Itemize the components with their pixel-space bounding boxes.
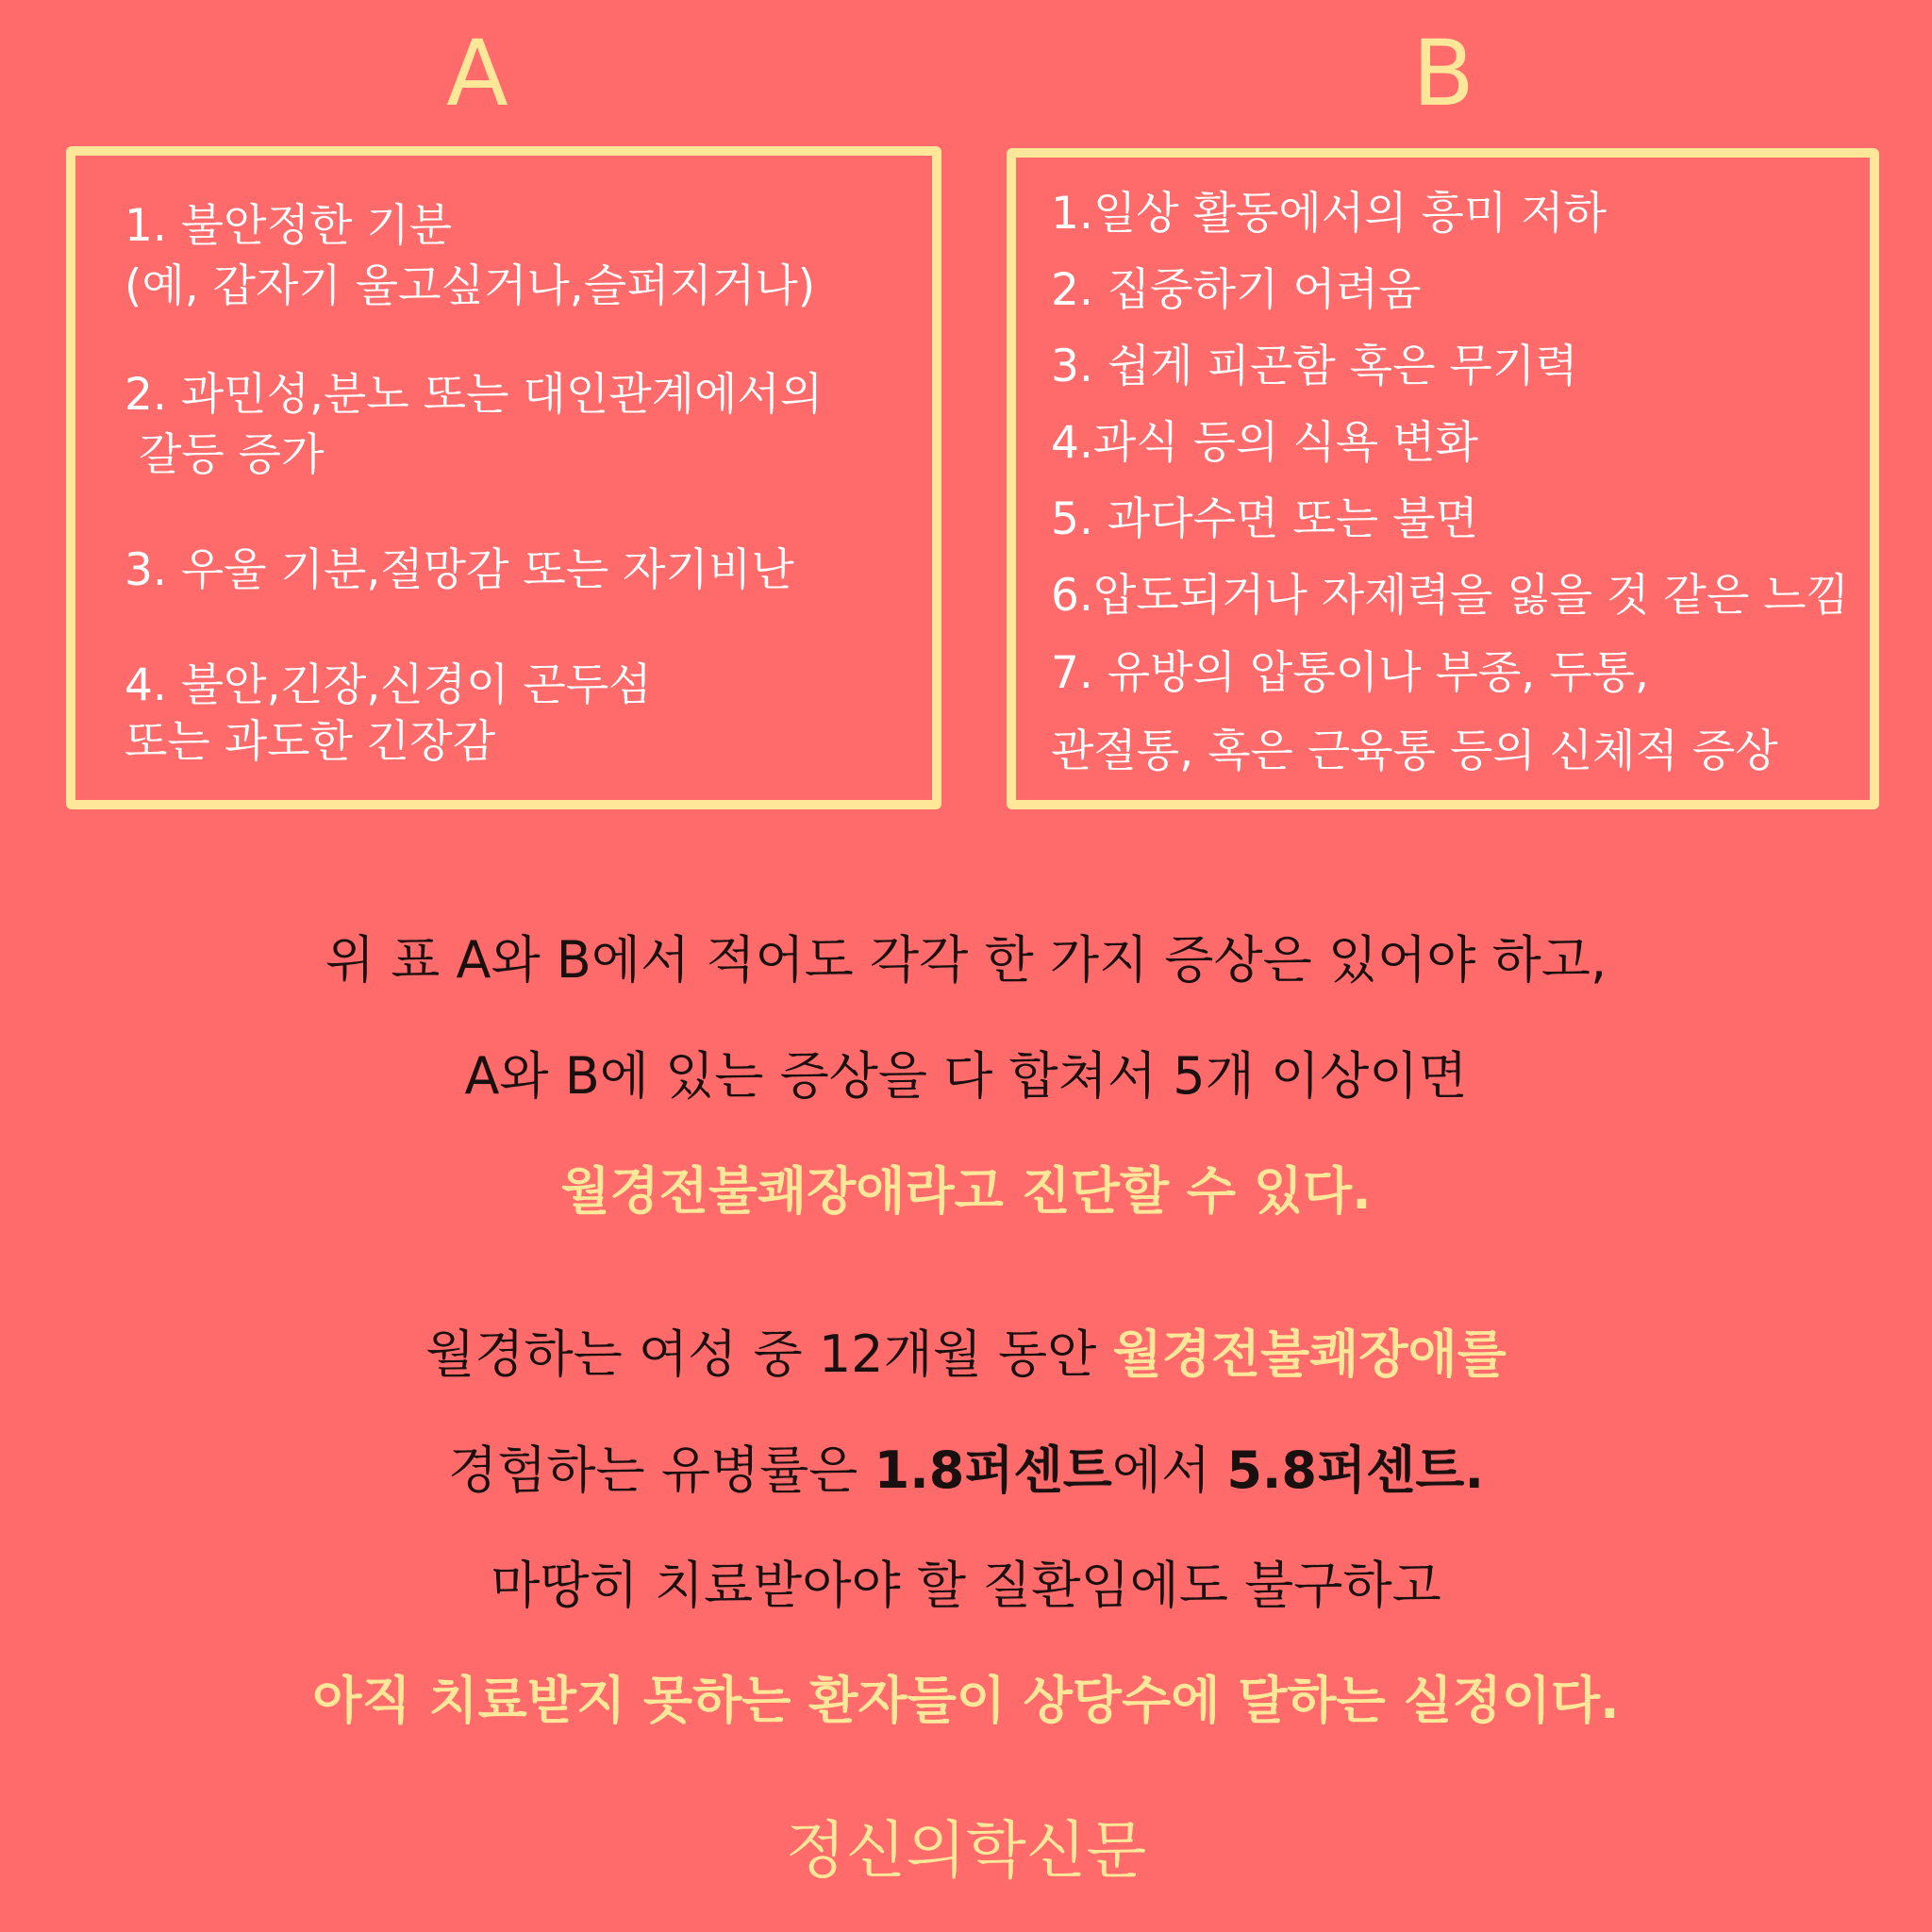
box-a-item-1-line-1: 1. 불안정한 기분 [125, 200, 453, 252]
box-a-title: A [446, 21, 508, 126]
body-text-line-5-middle: 에서 [1111, 1441, 1227, 1500]
footer-brand-name: 정신의학신문 [785, 1814, 1147, 1887]
box-a-item-4-line-1: 4. 불안,긴장,신경이 곤두섬 [125, 659, 652, 711]
box-b-item-2: 2. 집중하기 어려움 [1051, 264, 1422, 316]
box-a-item-2-line-2: 갈등 증가 [125, 429, 325, 481]
box-b-item-1: 1.일상 활동에서의 흥미 저하 [1051, 188, 1607, 240]
body-text-line-1: 위 표 A와 B에서 적어도 각각 한 가지 증상은 있어야 하고, [325, 930, 1607, 990]
prevalence-low-value: 1.8퍼센트 [874, 1441, 1112, 1500]
body-text-line-4 [0, 1322, 1932, 1388]
body-text-diagnosis-highlight: 월경전불쾌장애라고 진단할 수 있다. [560, 1161, 1372, 1221]
symptom-box-a [66, 146, 941, 809]
box-b-item-6: 6.압도되거나 자제력을 잃을 것 같은 느낌 [1051, 570, 1849, 622]
box-b-item-7: 7. 유방의 압통이나 부종, 두통, [1051, 647, 1649, 699]
box-b-item-5: 5. 과다수면 또는 불면 [1051, 493, 1478, 545]
body-text-line-4-prefix: 월경하는 여성 중 12개월 동안 [425, 1324, 1113, 1384]
body-text-line-6: 마땅히 치료받아야 할 질환임에도 불구하고 [491, 1556, 1441, 1615]
prevalence-high-value: 5.8퍼센트. [1226, 1441, 1484, 1500]
box-a-item-3-line-1: 3. 우울 기분,절망감 또는 자기비난 [125, 544, 794, 596]
box-a-item-1-line-2: (예, 갑자기 울고싶거나,슬퍼지거나) [125, 260, 816, 312]
body-text-line-5-prefix: 경험하는 유병률은 [448, 1441, 874, 1500]
symptom-box-b [1007, 148, 1879, 809]
box-b-title: B [1412, 21, 1474, 126]
box-b-item-7-continued: 관절통, 혹은 근육통 등의 신체적 증상 [1051, 725, 1778, 777]
box-a-item-2-line-1: 2. 과민성,분노 또는 대인관계에서의 [125, 369, 824, 421]
body-text-line-4-highlight: 월경전불쾌장애를 [1112, 1324, 1507, 1384]
box-b-item-4: 4.과식 등의 식욕 변화 [1051, 417, 1478, 469]
body-text-line-2: A와 B에 있는 증상을 다 합쳐서 5개 이상이면 [464, 1046, 1468, 1106]
body-text-line-5 [0, 1438, 1932, 1504]
box-a-item-4-line-2: 또는 과도한 긴장감 [125, 716, 496, 768]
box-b-item-3: 3. 쉽게 피곤함 혹은 무기력 [1051, 341, 1578, 392]
body-text-conclusion-highlight: 아직 치료받지 못하는 환자들이 상당수에 달하는 실정이다. [312, 1671, 1620, 1730]
